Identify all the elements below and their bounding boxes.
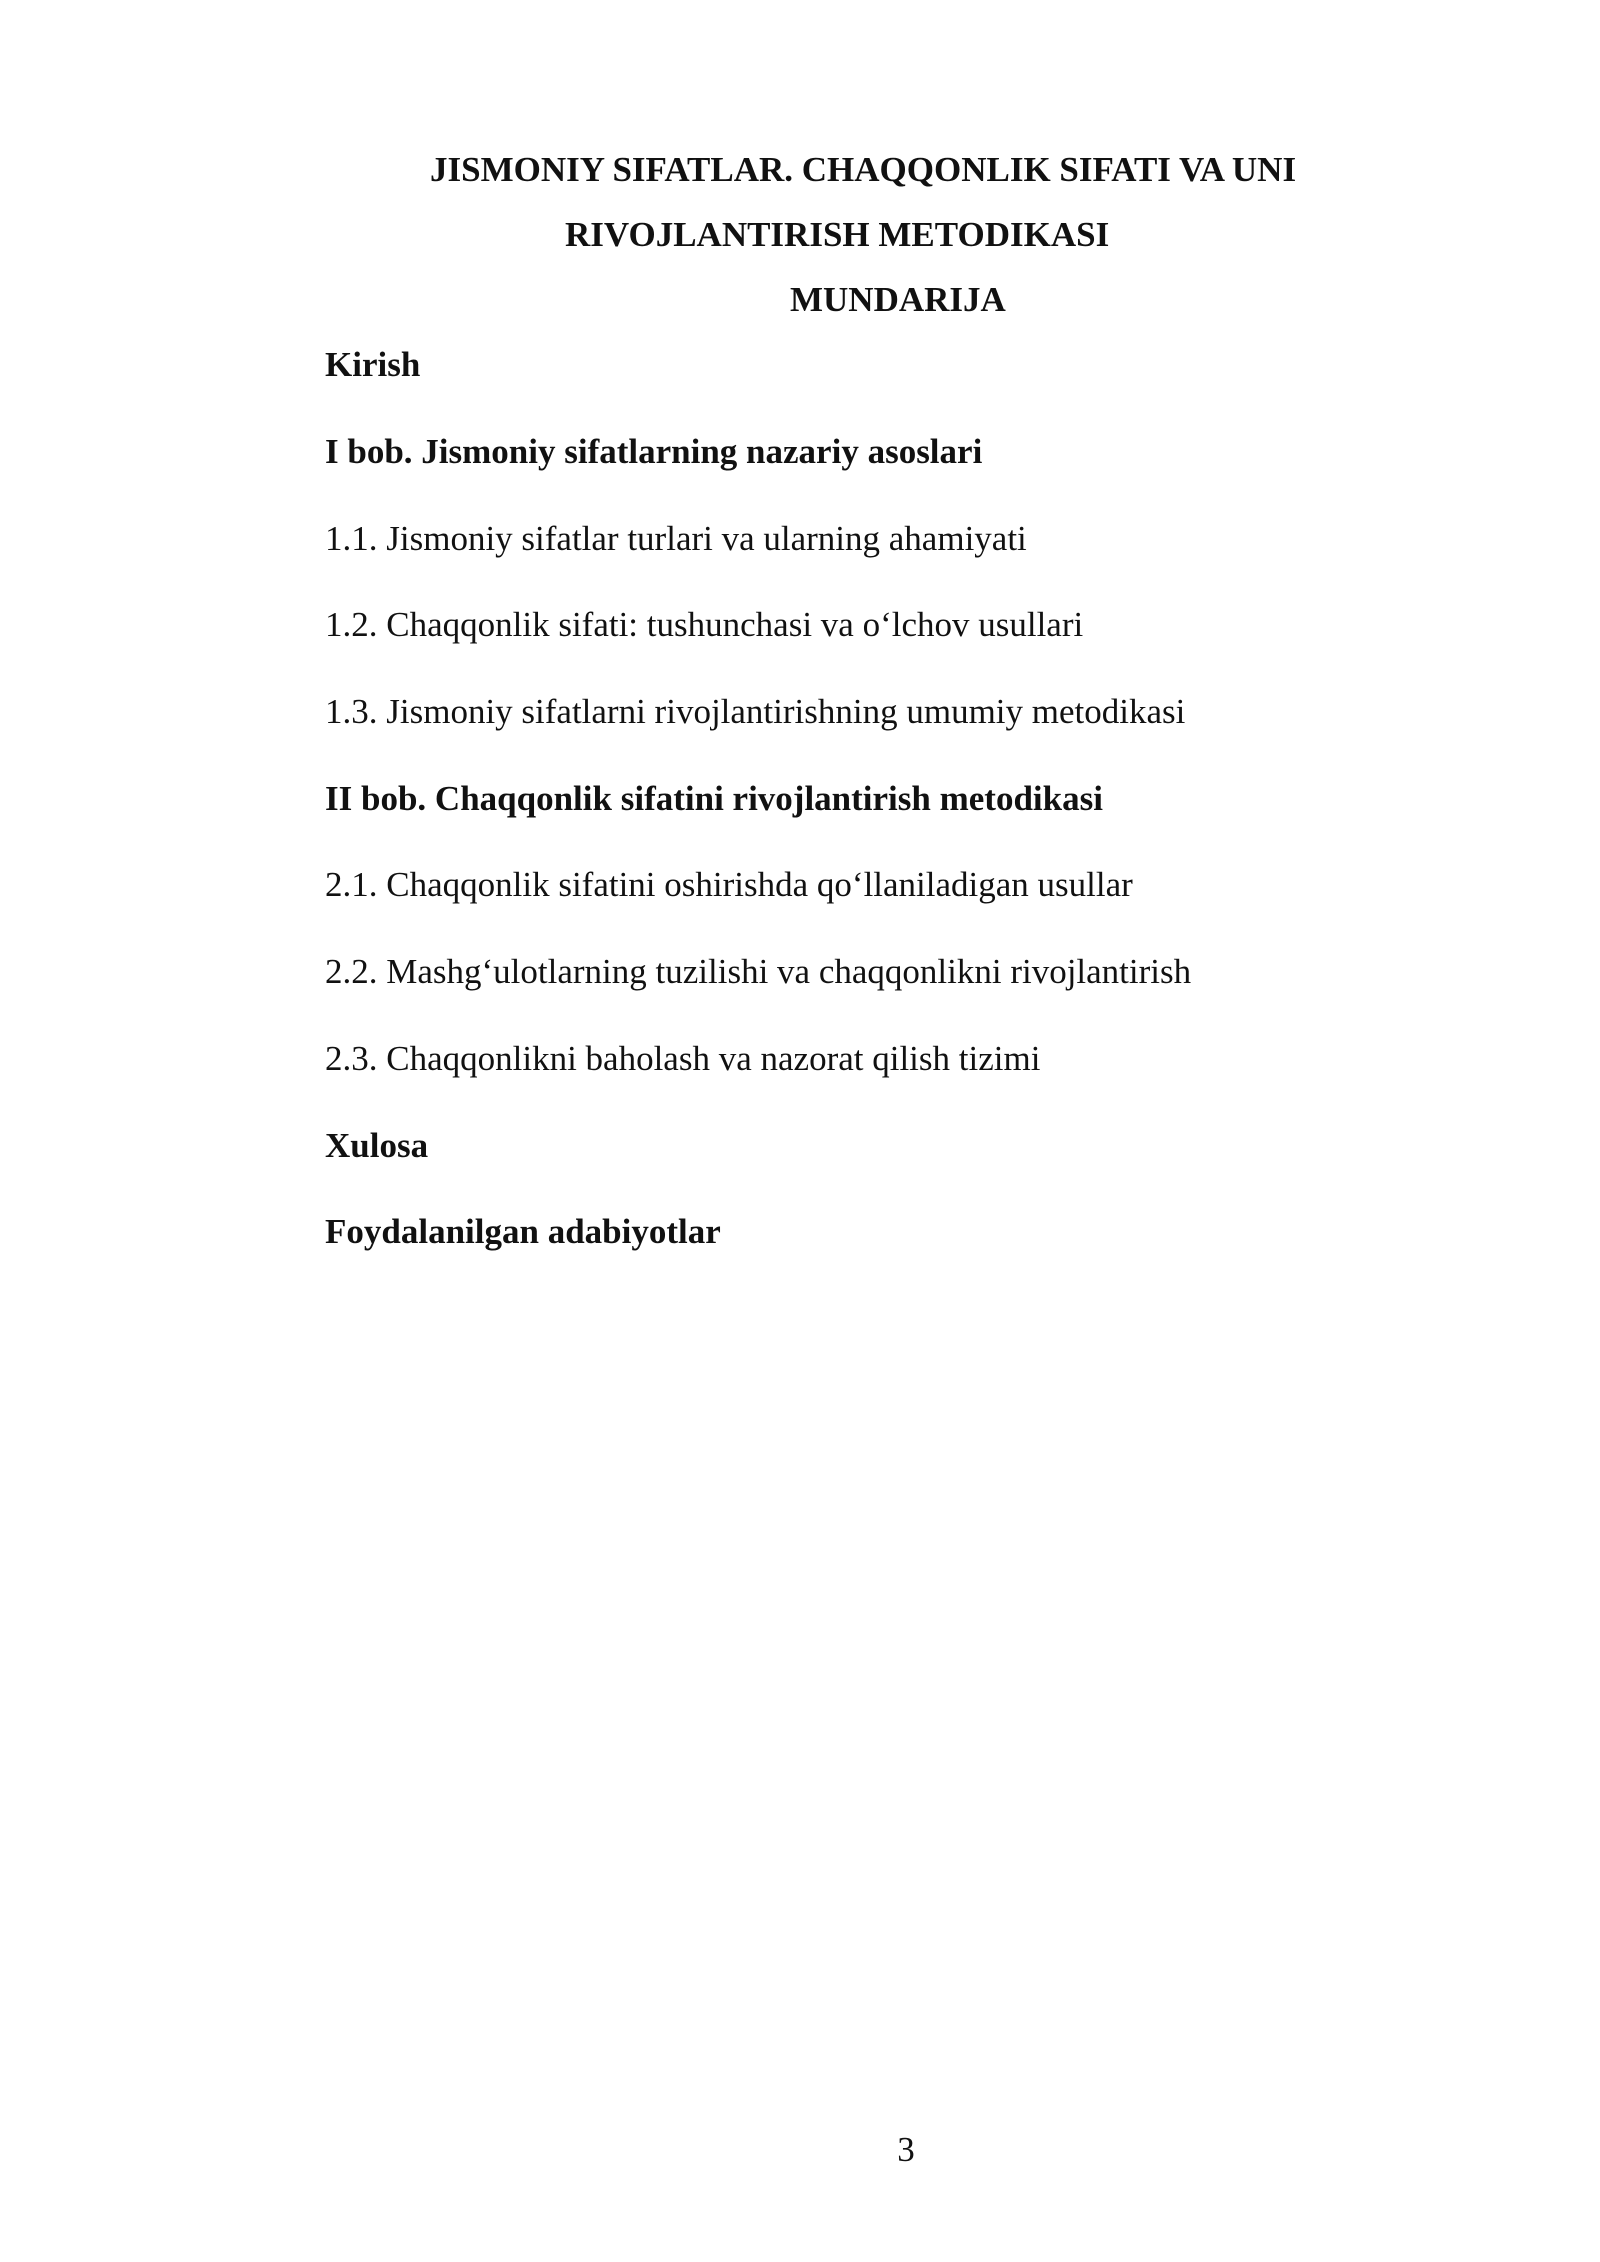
toc-item-1-3: 1.3. Jismoniy sifatlarni rivojlantirishning umumiy metodikasi bbox=[325, 692, 1186, 731]
page-number: 3 bbox=[897, 2130, 915, 2169]
toc-item-chapter-2: II bob. Chaqqonlik sifatini rivojlantirish metodikasi bbox=[325, 779, 1103, 818]
toc-item-chapter-1: I bob. Jismoniy sifatlarning nazariy asoslari bbox=[325, 432, 983, 471]
document-title-line-1: JISMONIY SIFATLAR. CHAQQONLIK SIFATI VA UNI bbox=[430, 150, 1297, 189]
toc-item-2-1: 2.1. Chaqqonlik sifatini oshirishda qo‘llaniladigan usullar bbox=[325, 865, 1133, 904]
toc-item-2-3: 2.3. Chaqqonlikni baholash va nazorat qilish tizimi bbox=[325, 1039, 1041, 1078]
toc-item-xulosa: Xulosa bbox=[325, 1126, 429, 1165]
document-title-line-2: RIVOJLANTIRISH METODIKASI bbox=[565, 215, 1110, 254]
toc-item-kirish: Kirish bbox=[325, 345, 421, 384]
toc-item-adabiyotlar: Foydalanilgan adabiyotlar bbox=[325, 1212, 721, 1251]
toc-item-1-1: 1.1. Jismoniy sifatlar turlari va ularning ahamiyati bbox=[325, 519, 1027, 558]
toc-item-2-2: 2.2. Mashg‘ulotlarning tuzilishi va chaqqonlikni rivojlantirish bbox=[325, 952, 1192, 991]
toc-heading: MUNDARIJA bbox=[790, 280, 1006, 319]
toc-item-1-2: 1.2. Chaqqonlik sifati: tushunchasi va o‘lchov usullari bbox=[325, 605, 1084, 644]
